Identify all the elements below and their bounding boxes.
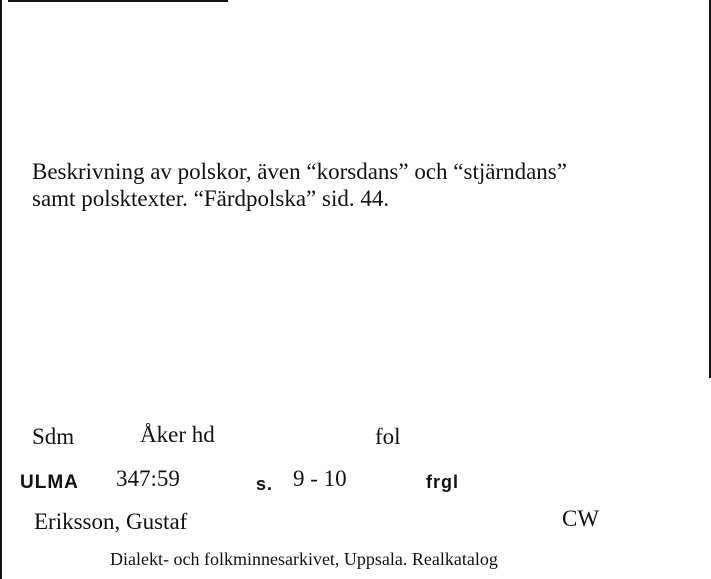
description-line-2: samt polsktexter. “Färdpolska” sid. 44. bbox=[32, 186, 390, 211]
district-name: Åker hd bbox=[140, 422, 215, 447]
description bbox=[32, 158, 692, 212]
top-border-line bbox=[8, 0, 228, 2]
author-name: Eriksson, Gustaf bbox=[34, 509, 188, 534]
province-code: Sdm bbox=[32, 424, 75, 449]
recorder-initials: CW bbox=[562, 506, 600, 531]
accession-number: 347:59 bbox=[116, 466, 180, 491]
pages-prefix: s. bbox=[256, 474, 274, 494]
archive-code: ULMA bbox=[20, 472, 79, 493]
left-border-line bbox=[0, 0, 2, 579]
archive-footer: Dialekt- och folkminnesarkivet, Uppsala. Realkatalog bbox=[110, 549, 498, 569]
format-code: fol bbox=[375, 424, 401, 449]
page-range: 9 - 10 bbox=[293, 466, 347, 491]
description-line-1: Beskrivning av polskor, även “korsdans” och “stjärndans” bbox=[32, 159, 567, 184]
type-code: frgl bbox=[426, 472, 459, 492]
